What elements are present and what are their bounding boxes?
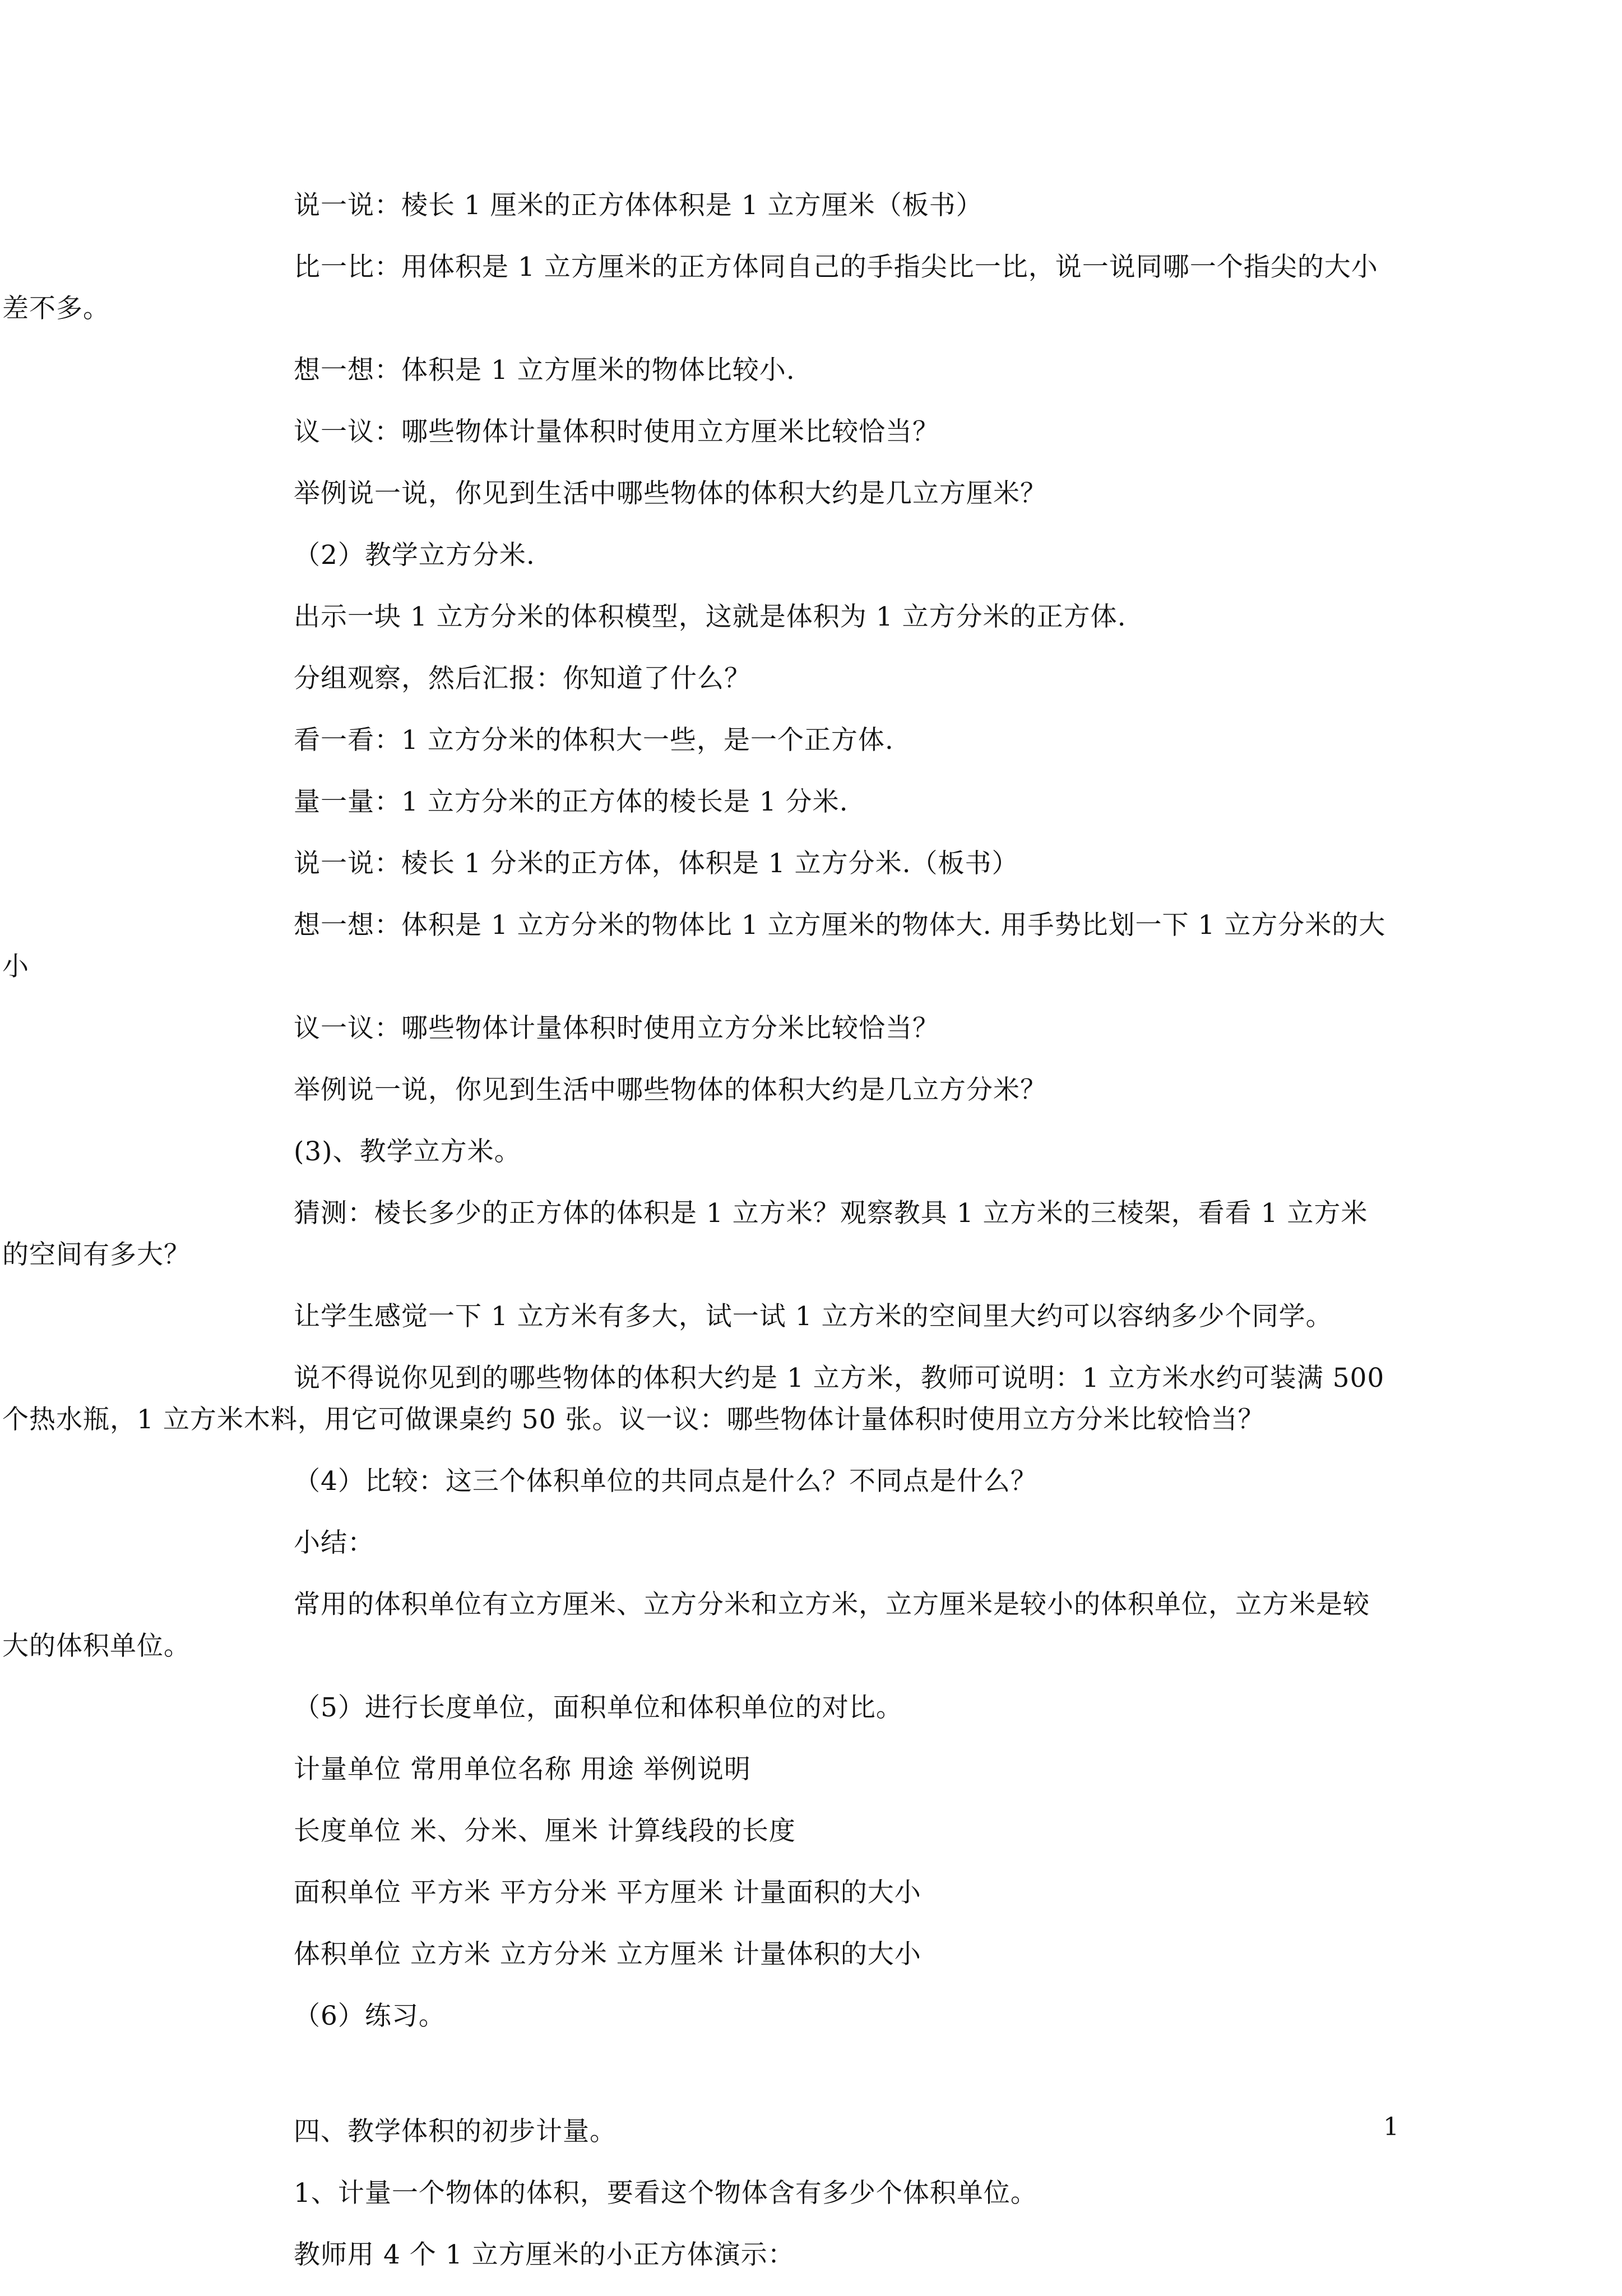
paragraph: 出示一块 1 立方分米的体积模型，这就是体积为 1 立方分米的正方体. bbox=[294, 601, 1127, 632]
paragraph: 计量单位 常用单位名称 用途 举例说明 bbox=[294, 1754, 751, 1785]
paragraph: （4）比较：这三个体积单位的共同点是什么？不同点是什么？ bbox=[294, 1466, 1037, 1497]
paragraph: 说一说：棱长 1 厘米的正方体体积是 1 立方厘米（板书） bbox=[294, 190, 983, 221]
section-volume-measurement bbox=[294, 2111, 1392, 2276]
document-body bbox=[2, 185, 1392, 2296]
section-unit-teaching bbox=[2, 185, 1392, 2037]
page-number: 1 bbox=[1383, 2113, 1399, 2141]
paragraph: 说不得说你见到的哪些物体的体积大约是 1 立方米，教师可说明：1 立方米水约可装满 500 个热水瓶，1 立方米木料，用它可做课桌约 50 张。议一议：哪些物体计量体积时使用立方分米比较恰当？ bbox=[2, 1363, 1385, 1435]
paragraph: (3)、教学立方米。 bbox=[294, 1136, 521, 1167]
paragraph: 举例说一说，你见到生活中哪些物体的体积大约是几立方厘米？ bbox=[294, 478, 1047, 509]
paragraph: 看一看：1 立方分米的体积大一些，是一个正方体. bbox=[294, 725, 894, 756]
paragraph: 常用的体积单位有立方厘米、立方分米和立方米，立方厘米是较小的体积单位，立方米是较大的体积单位。 bbox=[2, 1589, 1370, 1661]
paragraph: 教师用 4 个 1 立方厘米的小正方体演示： bbox=[294, 2239, 795, 2270]
paragraph: 举例说一说，你见到生活中哪些物体的体积大约是几立方分米？ bbox=[294, 1075, 1047, 1105]
paragraph: 面积单位 平方米 平方分米 平方厘米 计量面积的大小 bbox=[294, 1877, 921, 1908]
paragraph: 让学生感觉一下 1 立方米有多大，试一试 1 立方米的空间里大约可以容纳多少个同学。 bbox=[294, 1301, 1333, 1332]
paragraph: （6）练习。 bbox=[294, 2001, 446, 2031]
paragraph: 分组观察，然后汇报：你知道了什么？ bbox=[294, 663, 751, 694]
section-gap bbox=[294, 2057, 1392, 2111]
paragraph: 想一想：体积是 1 立方厘米的物体比较小. bbox=[294, 355, 795, 386]
paragraph: 想一想：体积是 1 立方分米的物体比 1 立方厘米的物体大. 用手势比划一下 1 立方分米的大小 bbox=[2, 910, 1386, 982]
paragraph: 长度单位 米、分米、厘米 计算线段的长度 bbox=[294, 1816, 796, 1846]
paragraph: 四、教学体积的初步计量。 bbox=[294, 2116, 617, 2147]
paragraph: 小结： bbox=[294, 1527, 374, 1558]
paragraph: 说一说：棱长 1 分米的正方体，体积是 1 立方分米.（板书） bbox=[294, 848, 1019, 879]
paragraph: 比一比：用体积是 1 立方厘米的正方体同自己的手指尖比一比，说一说同哪一个指尖的大小差不多。 bbox=[2, 252, 1378, 324]
paragraph: 议一议：哪些物体计量体积时使用立方分米比较恰当？ bbox=[294, 1013, 939, 1044]
paragraph: 1、计量一个物体的体积，要看这个物体含有多少个体积单位。 bbox=[294, 2178, 1037, 2209]
paragraph: 体积单位 立方米 立方分米 立方厘米 计量体积的大小 bbox=[294, 1939, 921, 1970]
paragraph: 猜测：棱长多少的正方体的体积是 1 立方米？观察教具 1 立方米的三棱架，看看 1 立方米的空间有多大？ bbox=[2, 1198, 1368, 1270]
paragraph: 议一议：哪些物体计量体积时使用立方厘米比较恰当？ bbox=[294, 416, 939, 447]
paragraph: （2）教学立方分米. bbox=[294, 540, 535, 571]
paragraph: 量一量：1 立方分米的正方体的棱长是 1 分米. bbox=[294, 786, 849, 817]
paragraph: （5）进行长度单位，面积单位和体积单位的对比。 bbox=[294, 1692, 903, 1723]
